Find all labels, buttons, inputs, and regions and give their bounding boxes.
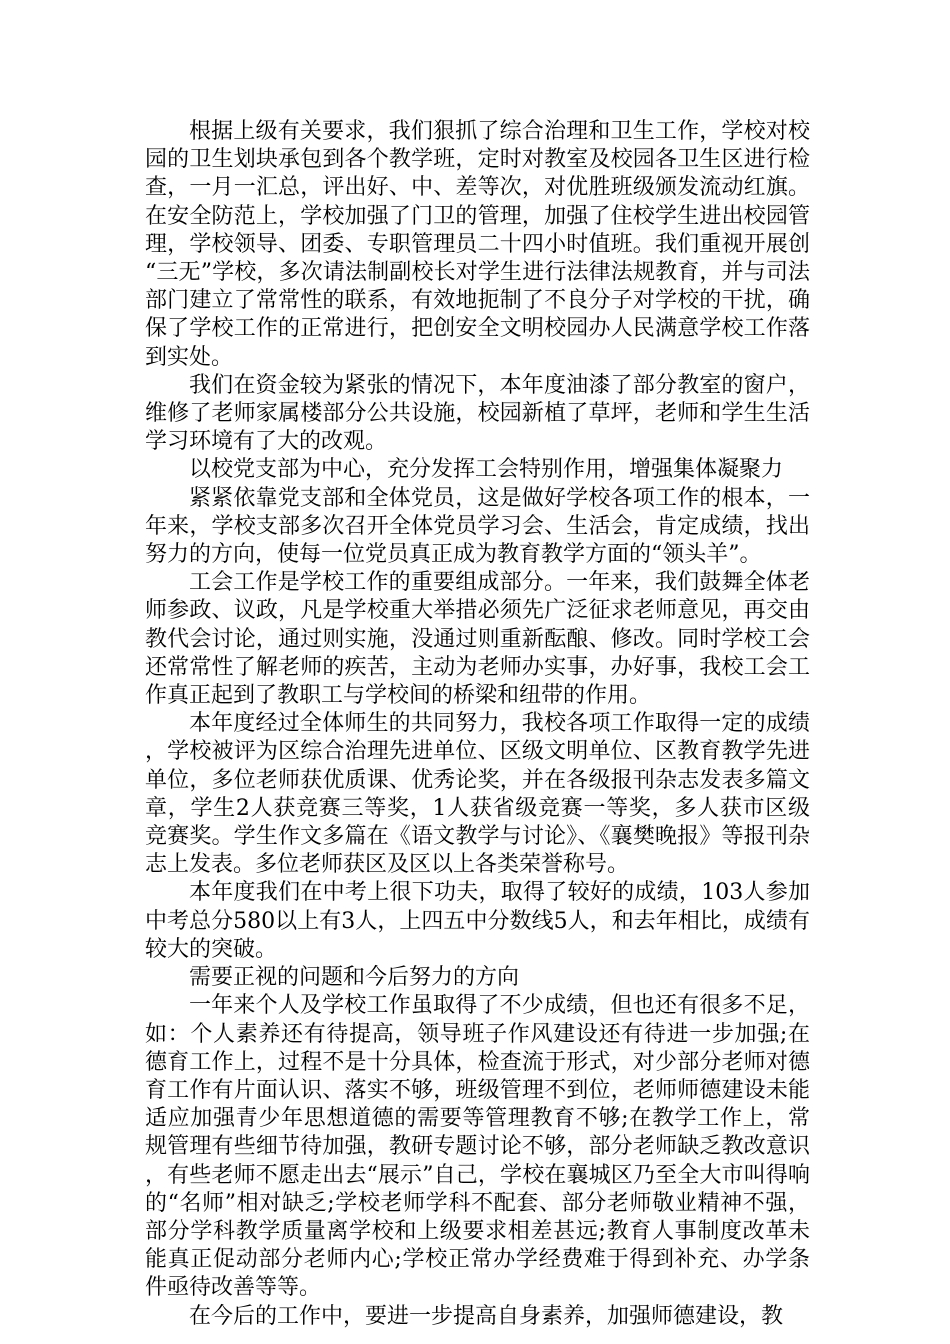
paragraph-union-work: 工会工作是学校工作的重要组成部分。一年来，我们鼓舞全体老师参政、议政，凡是学校重大举措必须先广泛征求老师意见，再交由教代会讨论，通过则实施，没通过则重新酝酿、修改。同时学校工会还常常性了解老师的疾苦，主动为老师办实事，办好事，我校工会工作真正起到了教职工与学校间的桥梁和纽带的作用。 <box>145 570 810 709</box>
paragraph-achievements: 本年度经过全体师生的共同努力，我校各项工作取得一定的成绩，学校被评为区综合治理先进单位、区级文明单位、区教育教学先进单位，多位老师获优质课、优秀论奖，并在各级报刊杂志发表多篇文章，学生2人获竞赛三等奖，1人获省级竞赛一等奖，多人获市区级竞赛奖。学生作文多篇在《语文教学与讨论》、《襄樊晚报》等报刊杂志上发表。多位老师获区及区以上各类荣誉称号。 <box>145 711 810 878</box>
paragraph-party-union-heading: 以校党支部为中心，充分发挥工会特别作用，增强集体凝聚力 <box>189 457 784 483</box>
paragraph-future-work: 在今后的工作中，要进一步提高自身素养，加强师德建设，教 <box>189 1303 784 1329</box>
paragraph-party-branch: 紧紧依靠党支部和全体党员，这是做好学校各项工作的根本，一年来，学校支部多次召开全体党员学习会、生活会，肯定成绩，找出努力的方向，使每一位党员真正成为教育教学方面的“领头羊”。 <box>145 485 810 568</box>
paragraph-safety-hygiene: 根据上级有关要求，我们狠抓了综合治理和卫生工作，学校对校园的卫生划块承包到各个教学班，定时对教室及校园各卫生区进行检查，一月一汇总，评出好、中、差等次，对优胜班级颁发流动红旗。在安全防范上，学校加强了门卫的管理，加强了住校学生进出校园管理，学校领导、团委、专职管理员二十四小时值班。我们重视开展创“三无”学校，多次请法制副校长对学生进行法律法规教育，并与司法部门建立了常常性的联系，有效地扼制了不良分子对学校的干扰，确保了学校工作的正常进行，把创安全文明校园办人民满意学校工作落到实处。 <box>145 119 810 370</box>
paragraph-shortcomings: 一年来个人及学校工作虽取得了不少成绩，但也还有很多不足，如：个人素养还有待提高，领导班子作风建设还有待进一步加强;在德育工作上，过程不是十分具体，检查流于形式，对少部分老师对德育工作有片面认识、落实不够，班级管理不到位，老师师德建设未能适应加强青少年思想道德的需要等管理教育不够;在教学工作上，常规管理有些细节待加强，教研专题讨论不够，部分老师缺乏教改意识，有些老师不愿走出去“展示”自己，学校在襄城区乃至全大市叫得响的“名师”相对缺乏;学校老师学科不配套、部分老师敬业精神不强，部分学科教学质量离学校和上级要求相差甚远;教育人事制度改革未能真正促动部分老师内心;学校正常办学经费难于得到补充、办学条件亟待改善等等。 <box>145 993 810 1301</box>
paragraph-problems-heading: 需要正视的问题和今后努力的方向 <box>189 965 520 991</box>
document-body <box>145 118 810 1331</box>
paragraph-exam-results: 本年度我们在中考上很下功夫，取得了较好的成绩，103人参加中考总分580以上有3人，上四五中分数线5人，和去年相比，成绩有较大的突破。 <box>145 880 810 962</box>
paragraph-facilities: 我们在资金较为紧张的情况下，本年度油漆了部分教室的窗户，维修了老师家属楼部分公共设施，校园新植了草坪，老师和学生生活学习环境有了大的改观。 <box>145 372 810 455</box>
